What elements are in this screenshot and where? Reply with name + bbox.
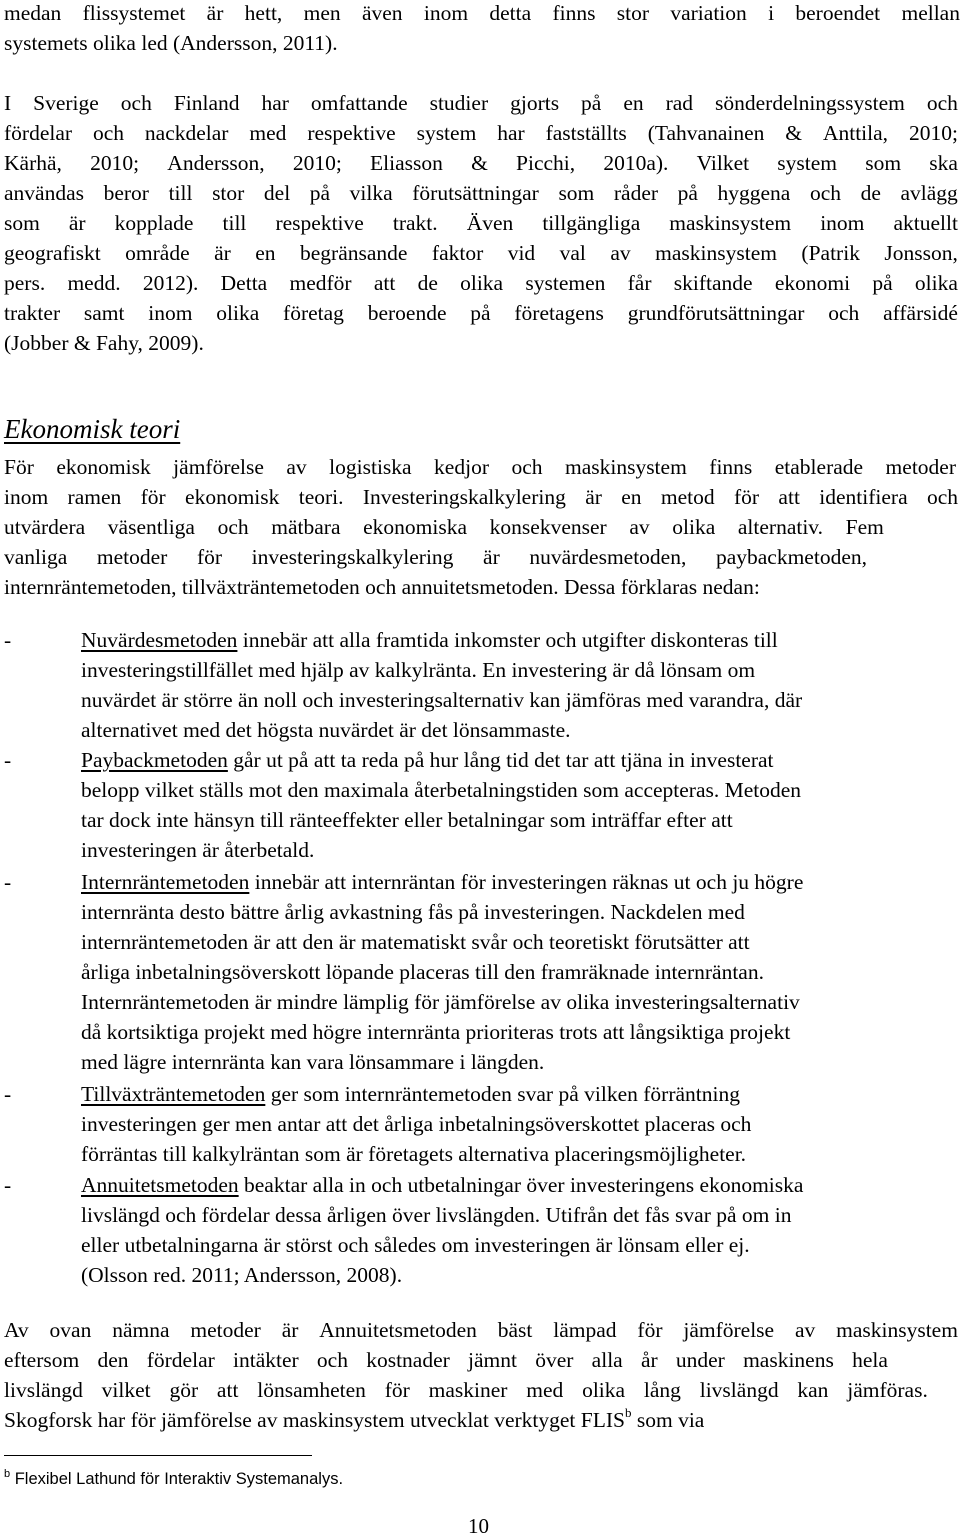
text-line: investeringen är återbetald. [81, 838, 315, 862]
text-line: Internräntemetoden är mindre lämplig för jämförelse av olika investeringsalternativ [81, 990, 800, 1014]
text-line: livslängd och fördelar dessa årligen över livslängden. Utifrån det fås svar på om in [81, 1203, 792, 1227]
text-line: årliga inbetalningsöverskott löpande placeras till den framräknade internräntan. [81, 960, 764, 984]
text-line: livslängd vilket gör att lönsamheten för maskiner med olika lång livslängd kan jämföras. [4, 1378, 928, 1402]
text-line: investeringstillfället med hjälp av kalkylränta. En investering är då lönsam om [81, 658, 756, 682]
text-line: utvärdera väsentliga och mätbara ekonomiska konsekvenser av olika alternativ. Fem [4, 515, 884, 539]
method-term: Annuitetsmetoden [81, 1173, 239, 1197]
list-bullet: - [4, 870, 12, 894]
list-bullet: - [4, 1173, 12, 1197]
text-line: Annuitetsmetoden beaktar alla in och utbetalningar över investeringens ekonomiska [81, 1173, 804, 1197]
text-line: geografiskt område är en begränsande faktor vid val av maskinsystem (Patrik Jonsson, [4, 241, 958, 265]
section-heading-ekonomisk-teori: Ekonomisk teori [4, 414, 181, 444]
text-line: förräntas till kalkylräntan som är företagets alternativa placeringsmöjligheter. [81, 1142, 747, 1166]
text-line: tar dock inte hänsyn till ränteeffekter eller betalningar som inträffar efter att [81, 808, 733, 832]
text-line: då kortsiktiga projekt med högre internränta prioriteras trots att långsiktiga projekt [81, 1020, 791, 1044]
text-line: Paybackmetoden går ut på att ta reda på hur lång tid det tar att tjäna in investerat [81, 748, 774, 772]
text-line: internränta desto bättre årlig avkastning fås på investeringen. Nackdelen med [81, 900, 745, 924]
footnote-reference[interactable]: b [624, 1405, 632, 1420]
text-line: Av ovan nämna metoder är Annuitetsmetoden bäst lämpad för jämförelse av maskinsystem [4, 1318, 958, 1342]
text-line: inom ramen för ekonomisk teori. Investeringskalkylering är en metod för att identifiera och [4, 485, 958, 509]
text-line: användas beror till stor del på vilka förutsättningar som råder på hyggena och de avlägg [4, 181, 958, 205]
text-line: investeringen ger men antar att det årliga inbetalningsöverskottet placeras och [81, 1112, 752, 1136]
list-bullet: - [4, 628, 12, 652]
text-line: Internräntemetoden innebär att internräntan för investeringen räknas ut och ju högre [81, 870, 804, 894]
text-line: vanliga metoder för investeringskalkylering är nuvärdesmetoden, paybackmetoden, [4, 545, 867, 569]
list-bullet: - [4, 1082, 12, 1106]
text-line: eftersom den fördelar intäkter och kostnader jämnt över alla år under maskinens hela [4, 1348, 888, 1372]
text-line: alternativet med det högsta nuvärdet är det lönsammaste. [81, 718, 571, 742]
text-line: trakter samt inom olika företag beroende på företagens grundförutsättningar och affärsidé [4, 301, 958, 325]
method-term: Tillväxträntemetoden [81, 1082, 266, 1106]
text-line: fördelar och nackdelar med respektive system har fastställts (Tahvanainen & Anttila, 2010; [4, 121, 958, 145]
text-line: belopp vilket ställs mot den maximala återbetalningstiden som accepteras. Metoden [81, 778, 802, 802]
footnote-text: Flexibel Lathund för Interaktiv Systemanalys. [10, 1470, 344, 1488]
text-line: systemets olika led (Andersson, 2011). [4, 31, 338, 55]
text-line: För ekonomisk jämförelse av logistiska kedjor och maskinsystem finns etablerade metoder [4, 455, 956, 479]
text-line: eller utbetalningarna är störst och således om investeringen är lönsam eller ej. [81, 1233, 750, 1257]
text-line: internräntemetoden, tillväxträntemetoden och annuitetsmetoden. Dessa förklaras nedan: [4, 575, 760, 599]
text-line: internräntemetoden är att den är matematiskt svår och teoretiskt förutsätter att [81, 930, 750, 954]
text-line: I Sverige och Finland har omfattande studier gjorts på en rad sönderdelningssystem och [4, 91, 958, 115]
text-line: (Jobber & Fahy, 2009). [4, 331, 204, 355]
footnote [4, 1470, 343, 1489]
footnote-mark: b [4, 1468, 11, 1480]
page-number: 10 [468, 1514, 489, 1538]
text-line: Skogforsk har för jämförelse av maskinsystem utvecklat verktyget FLIS$^b$ som via [4, 1405, 705, 1432]
method-term: Nuvärdesmetoden [81, 628, 238, 652]
text-line: Tillväxträntemetoden ger som internräntemetoden svar på vilken förräntning [81, 1082, 740, 1106]
text-line: som är kopplade till respektive trakt. Även tillgängliga maskinsystem inom aktuellt [4, 211, 958, 235]
text-line: med lägre internränta kan vara lönsammare i längden. [81, 1050, 545, 1074]
text-line: Nuvärdesmetoden innebär att alla framtida inkomster och utgifter diskonteras till [81, 628, 778, 652]
text-line: nuvärdet är större än noll och investeringsalternativ kan jämföras med varandra, där [81, 688, 803, 712]
text-line: Kärhä, 2010; Andersson, 2010; Eliasson & Picchi, 2010a). Vilket system som ska [4, 151, 958, 175]
text-line: (Olsson red. 2011; Andersson, 2008). [81, 1263, 403, 1287]
method-term: Internräntemetoden [81, 870, 250, 894]
text-line: pers. medd. 2012). Detta medför att de olika systemen får skiftande ekonomi på olika [4, 271, 958, 295]
text-line: medan flissystemet är hett, men även inom detta finns stor variation i beroendet mellan [4, 1, 960, 25]
list-bullet: - [4, 748, 12, 772]
footnote-separator [4, 1455, 312, 1456]
method-term: Paybackmetoden [81, 748, 228, 772]
